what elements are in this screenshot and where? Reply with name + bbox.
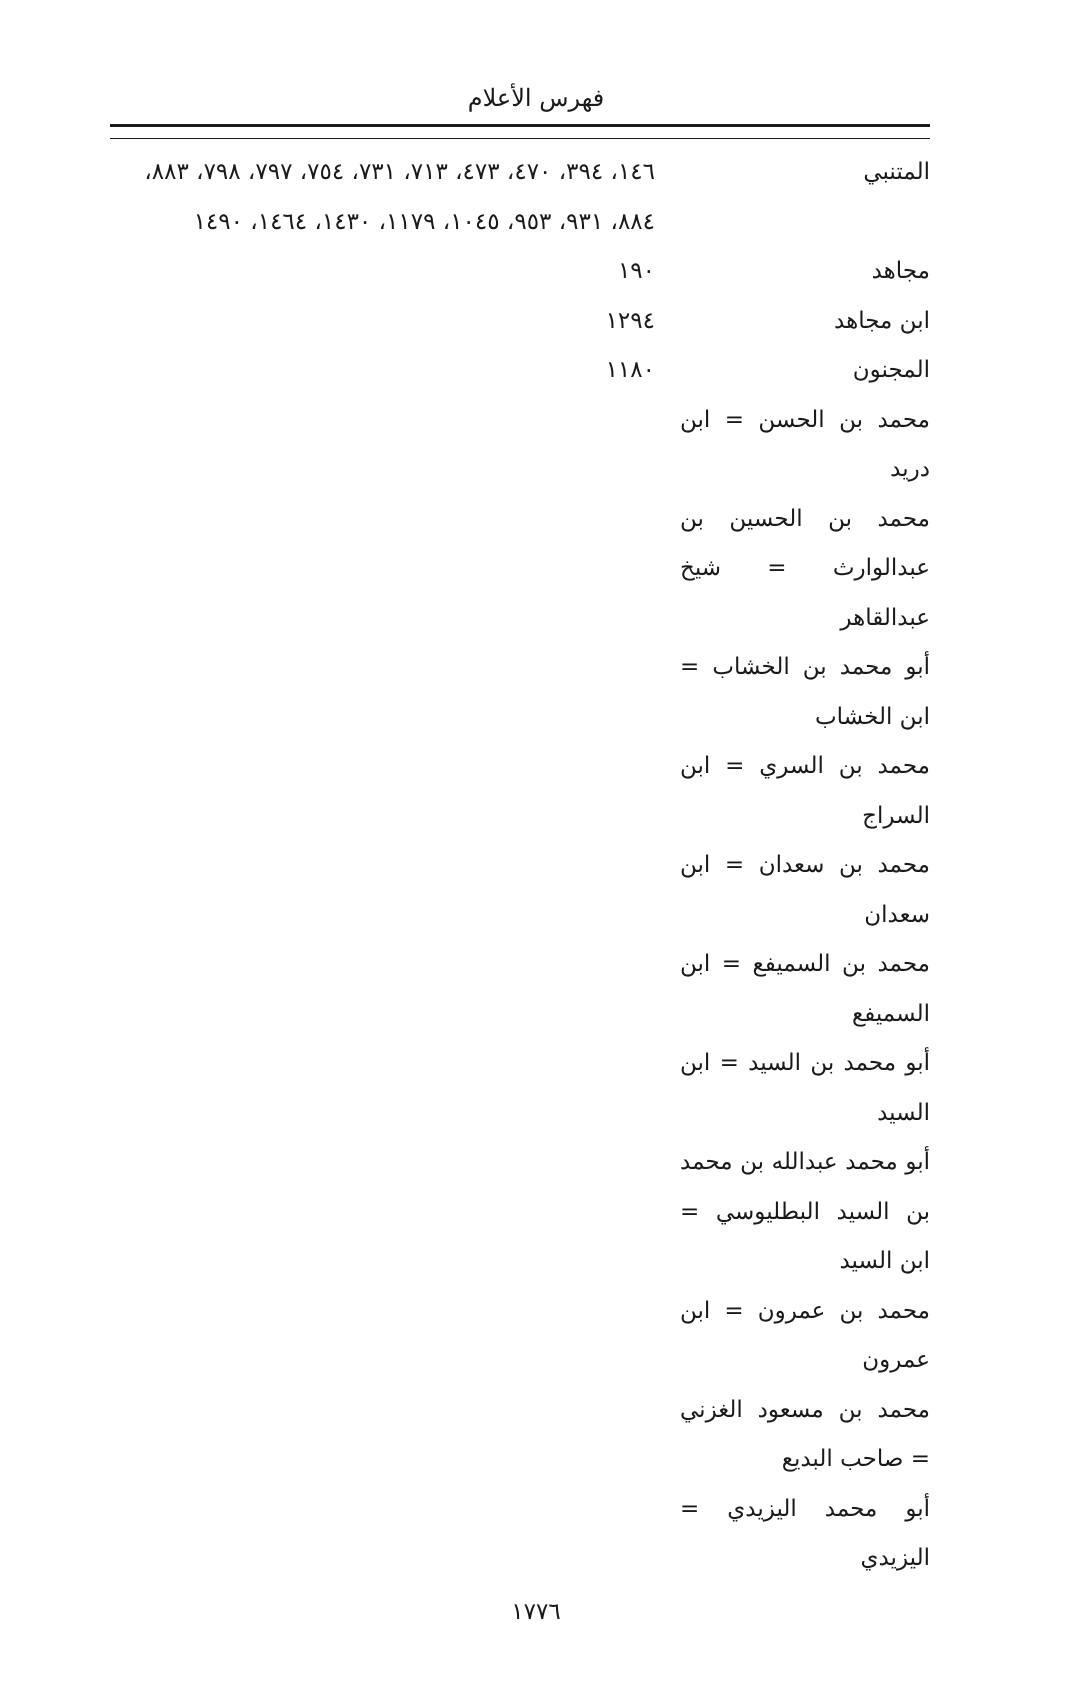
entry-pages: ١٤٦، ٣٩٤، ٤٧٠، ٤٧٣، ٧١٣، ٧٣١، ٧٥٤، ٧٩٧، ٧٩٨، ٨٨٣، ٨٨٤، ٩٣١، ٩٥٣، ١٠٤٥، ١١٧٩، ١٤٣٠، ١٤٦٤، ١٤٩٠ — [144, 159, 655, 235]
entry-name: أبو محمد عبدالله بن محمد بن السيد البطليوسي = ابن السيد — [680, 1149, 930, 1274]
entry-pages — [110, 1485, 655, 1584]
entry-name: أبو محمد اليزيدي = اليزيدي — [680, 1495, 930, 1571]
entry-name: المتنبي — [863, 159, 930, 185]
index-entry — [110, 247, 930, 297]
index-entry — [110, 1287, 930, 1386]
entry-name: محمد بن عمرون = ابن عمرون — [680, 1297, 930, 1373]
entry-pages — [110, 396, 655, 495]
entry-pages: ١٢٩٤ — [605, 307, 655, 334]
index-list — [110, 148, 930, 1584]
index-entry — [110, 346, 930, 396]
entry-name: المجنون — [852, 357, 930, 383]
index-entry — [110, 841, 930, 940]
header-rule-thick — [110, 124, 930, 127]
entry-pages — [110, 495, 655, 644]
page-number: ١٧٧٦ — [511, 1599, 561, 1625]
entry-name: أبو محمد بن السيد = ابن السيد — [680, 1050, 930, 1126]
entry-pages — [110, 742, 655, 841]
entry-name: ابن مجاهد — [834, 307, 930, 334]
index-entry — [110, 297, 930, 347]
entry-pages — [110, 1287, 655, 1386]
entry-name: مجاهد — [871, 258, 930, 284]
entry-name: محمد بن الحسن = ابن دريد — [680, 406, 930, 482]
index-entry — [110, 1386, 930, 1485]
entry-name: أبو محمد بن الخشاب = ابن الخشاب — [680, 654, 930, 730]
entry-pages — [110, 841, 655, 940]
header-rule-thin — [110, 138, 930, 139]
entry-pages — [110, 1386, 655, 1485]
entry-name: محمد بن السري = ابن السراج — [680, 753, 930, 829]
page-title: فهرس الأعلام — [467, 84, 605, 112]
index-entry — [110, 1039, 930, 1138]
entry-pages — [110, 940, 655, 1039]
entry-pages — [110, 1138, 655, 1287]
entry-pages: ١١٨٠ — [605, 357, 655, 383]
entry-name: محمد بن الحسين بن عبدالوارث = شيخ عبدالقاهر — [680, 505, 930, 631]
index-entry — [110, 396, 930, 495]
index-entry — [110, 1138, 930, 1287]
entry-name: محمد بن مسعود الغزني = صاحب البديع — [680, 1396, 930, 1472]
entry-name: محمد بن سعدان = ابن سعدان — [680, 852, 930, 928]
index-entry — [110, 643, 930, 742]
index-entry — [110, 742, 930, 841]
index-entry — [110, 1485, 930, 1584]
index-entry — [110, 148, 930, 247]
entry-pages — [110, 643, 655, 742]
entry-name: محمد بن السميفع = ابن السميفع — [680, 951, 930, 1027]
entry-pages: ١٩٠ — [617, 258, 655, 284]
index-entry — [110, 940, 930, 1039]
index-entry — [110, 495, 930, 644]
entry-pages — [110, 1039, 655, 1138]
